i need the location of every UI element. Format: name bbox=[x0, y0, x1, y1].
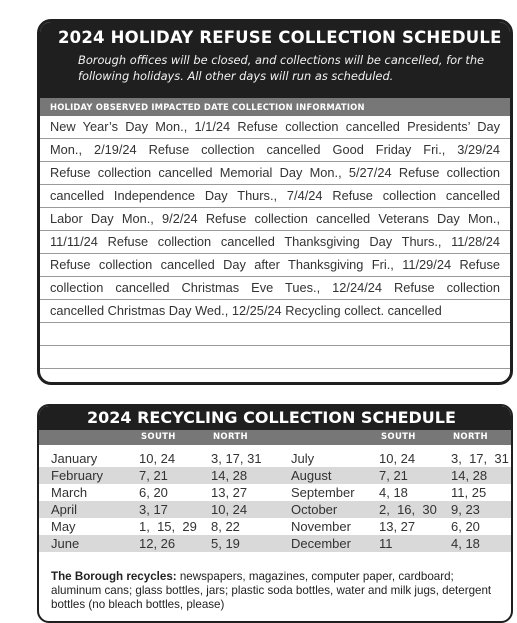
recycling-column-headers bbox=[39, 430, 511, 445]
holiday-row: New Year’s Day Mon., 1/1/24 Refuse collection cancelled Presidents’ Day bbox=[40, 116, 510, 139]
holiday-row: cancelled Independence Day Thurs., 7/4/24 Refuse collection cancelled bbox=[40, 185, 510, 208]
north-dates: 14, 28 bbox=[211, 468, 248, 483]
schedule-row bbox=[39, 467, 511, 484]
month: August bbox=[291, 468, 332, 483]
north-header-right: NORTH bbox=[453, 432, 488, 442]
south-dates: 1, 15, 29 bbox=[139, 519, 197, 534]
north-header-left: NORTH bbox=[213, 432, 248, 442]
holiday-row: Refuse collection cancelled Memorial Day Mon., 5/27/24 Refuse collection bbox=[40, 162, 510, 185]
holiday-row: collection cancelled Christmas Eve Tues., 12/24/24 Refuse collection bbox=[40, 277, 510, 300]
south-header-left: SOUTH bbox=[141, 432, 176, 442]
south-dates: 13, 27 bbox=[379, 519, 416, 534]
south-dates: 10, 24 bbox=[379, 451, 416, 466]
recyclables-label: The Borough recycles: bbox=[51, 570, 177, 583]
holiday-row: Mon., 2/19/24 Refuse collection cancelled Good Friday Fri., 3/29/24 bbox=[40, 139, 510, 162]
month: November bbox=[291, 519, 351, 534]
south-header-right: SOUTH bbox=[381, 432, 416, 442]
month: June bbox=[51, 536, 80, 551]
north-dates: 5, 19 bbox=[211, 536, 240, 551]
holiday-row: Refuse collection cancelled Day after Thanksgiving Fri., 11/29/24 Refuse bbox=[40, 254, 510, 277]
month: September bbox=[291, 485, 355, 500]
month: December bbox=[291, 536, 351, 551]
north-dates: 10, 24 bbox=[211, 502, 248, 517]
month: April bbox=[51, 502, 78, 517]
holiday-column-header: HOLIDAY OBSERVED IMPACTED DATE COLLECTION INFORMATION bbox=[40, 98, 510, 116]
recyclables-note bbox=[51, 570, 505, 612]
holiday-row: 11/11/24 Refuse collection cancelled Thanksgiving Day Thurs., 11/28/24 bbox=[40, 231, 510, 254]
south-dates: 2, 16, 30 bbox=[379, 502, 437, 517]
recycling-title: 2024 RECYCLING COLLECTION SCHEDULE bbox=[39, 406, 511, 430]
month: March bbox=[51, 485, 88, 500]
south-dates: 7, 21 bbox=[139, 468, 168, 483]
month: January bbox=[51, 451, 98, 466]
schedule-row bbox=[39, 535, 511, 552]
recyclables-text: newspapers, magazines, computer paper, cardboard; aluminum cans; glass bottles, jars; plastic soda bottles, water and milk jugs, detergent bottles (no bleach bottles, please) bbox=[51, 570, 492, 611]
south-dates: 11 bbox=[379, 536, 393, 551]
holiday-rows bbox=[40, 116, 510, 369]
month: February bbox=[51, 468, 104, 483]
holiday-subtitle: Borough offices will be closed, and collections will be cancelled, for the following holidays. All other days will run as scheduled. bbox=[78, 53, 485, 83]
north-dates: 3, 17, 31 bbox=[451, 451, 509, 466]
south-dates: 3, 17 bbox=[139, 502, 168, 517]
north-dates: 4, 18 bbox=[451, 536, 480, 551]
north-dates: 6, 20 bbox=[451, 519, 480, 534]
north-dates: 8, 22 bbox=[211, 519, 240, 534]
schedule-row bbox=[39, 484, 511, 501]
south-dates: 7, 21 bbox=[379, 468, 408, 483]
north-dates: 13, 27 bbox=[211, 485, 248, 500]
south-dates: 6, 20 bbox=[139, 485, 168, 500]
holiday-row: cancelled Christmas Day Wed., 12/25/24 Recycling collect. cancelled bbox=[40, 300, 510, 323]
north-dates: 9, 23 bbox=[451, 502, 480, 517]
schedule-row bbox=[39, 450, 511, 467]
holiday-schedule-card bbox=[37, 19, 513, 385]
month: May bbox=[51, 519, 76, 534]
holiday-header bbox=[40, 22, 510, 98]
north-dates: 14, 28 bbox=[451, 468, 488, 483]
month: July bbox=[291, 451, 315, 466]
recycling-schedule-card bbox=[37, 404, 513, 623]
holiday-row: Labor Day Mon., 9/2/24 Refuse collection cancelled Veterans Day Mon., bbox=[40, 208, 510, 231]
south-dates: 10, 24 bbox=[139, 451, 176, 466]
south-dates: 12, 26 bbox=[139, 536, 176, 551]
north-dates: 11, 25 bbox=[451, 485, 487, 500]
month: October bbox=[291, 502, 338, 517]
holiday-row-empty bbox=[40, 346, 510, 369]
holiday-row-empty bbox=[40, 323, 510, 346]
schedule-row bbox=[39, 501, 511, 518]
north-dates: 3, 17, 31 bbox=[211, 451, 262, 466]
holiday-title: 2024 HOLIDAY REFUSE COLLECTION SCHEDULE bbox=[58, 28, 502, 47]
recycling-schedule bbox=[39, 445, 511, 552]
schedule-row bbox=[39, 518, 511, 535]
south-dates: 4, 18 bbox=[379, 485, 408, 500]
